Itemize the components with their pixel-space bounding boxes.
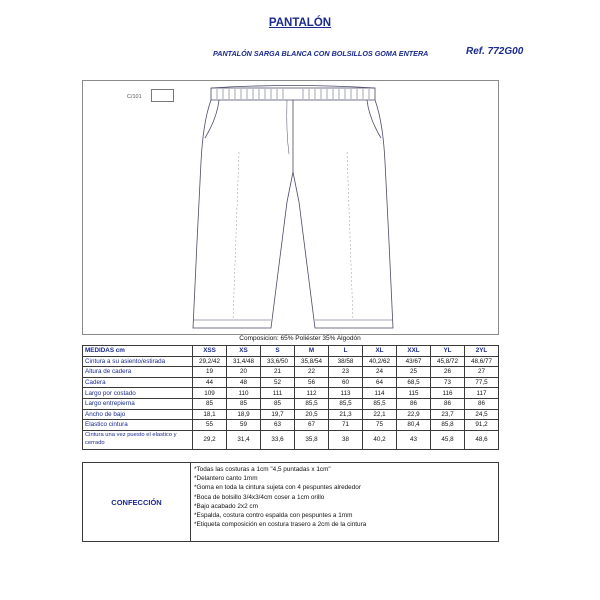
measure-value: 23 (329, 367, 363, 378)
measure-value: 40,2 (363, 430, 397, 449)
measure-value: 91,2 (465, 420, 499, 431)
measure-value: 25 (397, 367, 431, 378)
measure-value: 45,8/72 (431, 356, 465, 367)
product-reference: Ref. 772G00 (466, 46, 524, 57)
measurements-table (82, 345, 499, 450)
measure-value: 22,9 (397, 409, 431, 420)
measure-value: 35,8/54 (295, 356, 329, 367)
size-header: YL (431, 346, 465, 357)
measure-value: 22,1 (363, 409, 397, 420)
measure-value: 20,5 (295, 409, 329, 420)
measure-value: 48,6 (465, 430, 499, 449)
measure-value: 48,6/77 (465, 356, 499, 367)
construction-notes-list (194, 465, 494, 529)
measure-value: 67 (295, 420, 329, 431)
measure-value: 52 (261, 377, 295, 388)
measure-value: 26 (431, 367, 465, 378)
size-header: XL (363, 346, 397, 357)
measure-value: 80,4 (397, 420, 431, 431)
table-row (83, 356, 499, 367)
table-row (83, 430, 499, 449)
measure-value: 48 (227, 377, 261, 388)
measure-value: 22 (295, 367, 329, 378)
measure-value: 29,2 (193, 430, 227, 449)
measure-value: 55 (193, 420, 227, 431)
table-row (83, 367, 499, 378)
measure-label: Ancho de bajo (83, 409, 193, 420)
measure-label: Largo entrepierna (83, 398, 193, 409)
measure-value: 113 (329, 388, 363, 399)
drawing-code-box (151, 89, 174, 102)
measure-value: 38/58 (329, 356, 363, 367)
drawing-code-label: C/101 (127, 94, 142, 100)
list-item: *Espalda, costura contro espalda con pespuntes a 1mm (194, 512, 353, 520)
measure-value: 116 (431, 388, 465, 399)
measure-value: 44 (193, 377, 227, 388)
size-header: S (261, 346, 295, 357)
measure-value: 64 (363, 377, 397, 388)
size-header: XXL (397, 346, 431, 357)
measure-value: 23,7 (431, 409, 465, 420)
measure-value: 24,5 (465, 409, 499, 420)
measure-value: 112 (295, 388, 329, 399)
measure-value: 56 (295, 377, 329, 388)
measure-value: 86 (465, 398, 499, 409)
measure-value: 60 (329, 377, 363, 388)
list-item: *Todas las costuras a 1cm "4,5 puntadas x 1cm" (194, 466, 331, 473)
measure-label: Cintura una vez puesto el elastico y cerrado (83, 430, 193, 449)
measure-value: 59 (227, 420, 261, 431)
measure-value: 20 (227, 367, 261, 378)
measure-value: 111 (261, 388, 295, 399)
measure-value: 21 (261, 367, 295, 378)
measure-value: 33,6/50 (261, 356, 295, 367)
measure-value: 21,3 (329, 409, 363, 420)
table-row (83, 377, 499, 388)
table-header-row (83, 346, 499, 357)
measure-value: 31,4/48 (227, 356, 261, 367)
measure-value: 77,5 (465, 377, 499, 388)
measure-value: 73 (431, 377, 465, 388)
list-item: *Etiqueta composición en costura trasero a 2cm de la cintura (194, 521, 367, 529)
measure-value: 85 (261, 398, 295, 409)
list-item: *Boca de bolsillo 3/4x3/4cm coser a 1cm orillo (194, 493, 325, 501)
measure-value: 19 (193, 367, 227, 378)
measure-value: 71 (329, 420, 363, 431)
measure-value: 24 (363, 367, 397, 378)
measure-value: 38 (329, 430, 363, 449)
size-header: XSS (193, 346, 227, 357)
size-header: L (329, 346, 363, 357)
measure-value: 86 (397, 398, 431, 409)
measure-value: 75 (363, 420, 397, 431)
measure-value: 43/67 (397, 356, 431, 367)
table-row (83, 409, 499, 420)
trousers-drawing (183, 82, 403, 334)
size-header: M (295, 346, 329, 357)
measure-value: 31,4 (227, 430, 261, 449)
product-description: PANTALÓN SARGA BLANCA CON BOLSILLOS GOMA ENTERA (213, 49, 429, 58)
measure-value: 114 (363, 388, 397, 399)
measure-value: 18,9 (227, 409, 261, 420)
size-header: XS (227, 346, 261, 357)
measure-value: 109 (193, 388, 227, 399)
list-item: *Goma en toda la cintura sujeta con 4 pespuntes alrededor (194, 484, 361, 492)
list-item: *Bajo acabado 2x2 cm (194, 502, 258, 510)
measure-value: 27 (465, 367, 499, 378)
measure-value: 85 (193, 398, 227, 409)
fabric-composition: Composicion: 65% Poliéster 35% Algodón (239, 335, 361, 342)
measure-label: Largo por costado (83, 388, 193, 399)
size-header: 2YL (465, 346, 499, 357)
measure-value: 40,2/62 (363, 356, 397, 367)
table-row (83, 388, 499, 399)
measure-value: 63 (261, 420, 295, 431)
measure-value: 86 (431, 398, 465, 409)
measure-value: 85,5 (329, 398, 363, 409)
measure-value: 85,5 (295, 398, 329, 409)
measure-value: 110 (227, 388, 261, 399)
measure-value: 18,1 (193, 409, 227, 420)
measures-header: MEDIDAS cm (83, 346, 193, 357)
measure-value: 115 (397, 388, 431, 399)
list-item: *Delantero canto 1mm (194, 475, 258, 483)
measure-value: 35,8 (295, 430, 329, 449)
measure-label: Cadera (83, 377, 193, 388)
measure-value: 85,8 (431, 420, 465, 431)
measure-value: 29,2/42 (193, 356, 227, 367)
table-row (83, 398, 499, 409)
measure-value: 68,5 (397, 377, 431, 388)
measure-value: 19,7 (261, 409, 295, 420)
measure-value: 43 (397, 430, 431, 449)
measure-label: Altura de cadera (83, 367, 193, 378)
measure-value: 45,8 (431, 430, 465, 449)
table-row (83, 420, 499, 431)
measure-value: 33,6 (261, 430, 295, 449)
measure-value: 117 (465, 388, 499, 399)
measure-value: 85 (227, 398, 261, 409)
construction-label: CONFECCIÓN (83, 463, 191, 541)
measure-label: Cintura a su asiento/estirada (83, 356, 193, 367)
page-title: PANTALÓN (268, 17, 332, 29)
measure-value: 85,5 (363, 398, 397, 409)
measure-label: Elastico cintura (83, 420, 193, 431)
